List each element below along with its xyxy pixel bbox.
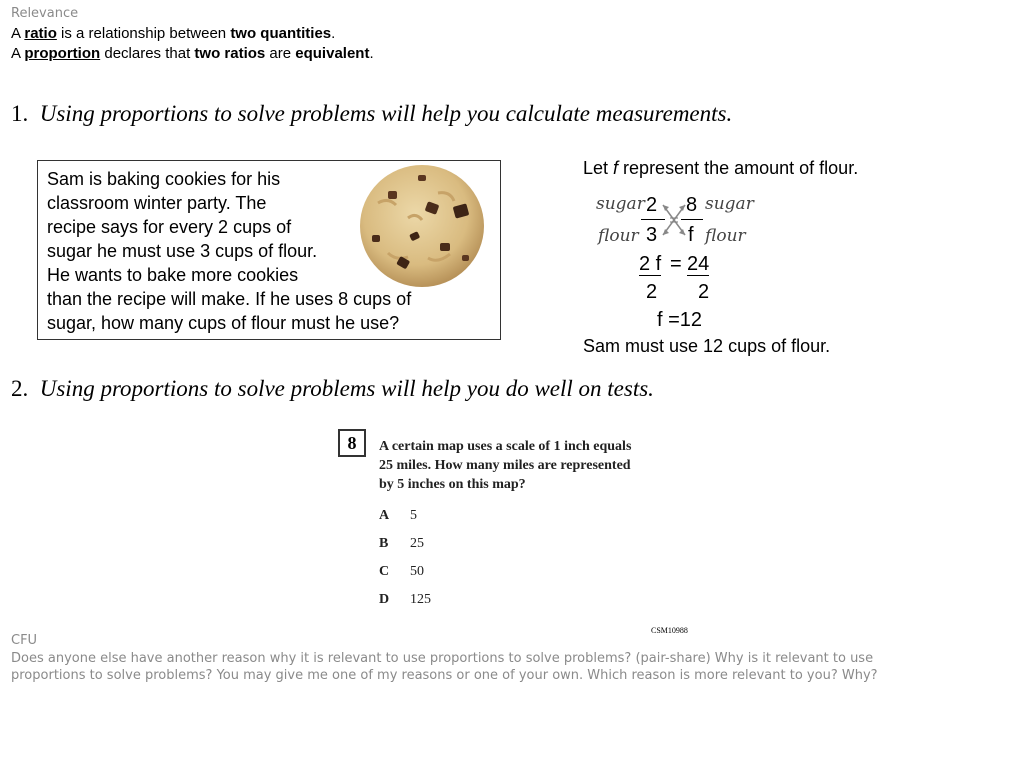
- reason-2-heading: 2. Using proportions to solve problems will help you do well on tests.: [11, 376, 654, 401]
- proportion-term: proportion: [24, 45, 101, 62]
- equation-equals: =: [670, 253, 682, 275]
- word-problem-text: Sam is baking cookies for his classroom winter party. The recipe says for every 2 cups of sugar he must use 3 cups of flour. He wants to bake more cookies than the recipe will make. If he uses 8 cups of sugar, how many cups of flour must he use?: [47, 169, 412, 333]
- ratio-definition: A ratio is a relationship between two quantities.: [11, 25, 336, 42]
- reason-1-heading: 1. Using proportions to solve problems will help you calculate measurements.: [11, 101, 733, 126]
- ratio-term: ratio: [24, 25, 57, 42]
- equation-right: 24: [687, 253, 710, 275]
- test-choice-a: A 5: [379, 508, 417, 523]
- ratio-2-denominator: f: [688, 224, 694, 246]
- cross-multiply-arrows-icon: [660, 200, 688, 240]
- divisor-right: 2: [698, 281, 710, 303]
- test-question: A certain map uses a scale of 1 inch equals 25 miles. How many miles are represented by 5 inches on this map?: [379, 439, 632, 492]
- ratio-1-denominator: 3: [646, 224, 658, 246]
- cookie-image: [358, 163, 486, 289]
- test-choice-c: C 50: [379, 564, 424, 579]
- solution-conclusion: Sam must use 12 cups of flour.: [583, 336, 831, 356]
- cfu-label: CFU: [11, 633, 38, 648]
- test-item-number: 8: [338, 429, 366, 457]
- equation-left: 2 f: [639, 253, 662, 275]
- test-choice-b: B 25: [379, 536, 424, 551]
- test-item-code: CSM10988: [651, 626, 688, 635]
- equation-result: f =12: [657, 309, 703, 331]
- handwritten-flour-right: flour: [705, 226, 746, 246]
- ratio-2-numerator: 8: [686, 194, 698, 216]
- handwritten-sugar-left: sugar: [596, 194, 645, 214]
- cfu-question: Does anyone else have another reason why it is relevant to use proportions to solve problems? (pair-share) Why is it relevant to use proportions to solve problems? You may give me one of my reasons or one of your own. Which reason is more relevant to you? Why?: [11, 651, 878, 683]
- divisor-left: 2: [646, 281, 658, 303]
- handwritten-flour-left: flour: [598, 226, 639, 246]
- solution-intro: Let f represent the amount of flour.: [583, 158, 859, 178]
- ratio-1-numerator: 2: [646, 194, 658, 216]
- test-choice-d: D 125: [379, 592, 431, 607]
- handwritten-sugar-right: sugar: [705, 194, 754, 214]
- section-label: Relevance: [11, 6, 79, 21]
- proportion-definition: A proportion declares that two ratios are equivalent.: [11, 45, 374, 62]
